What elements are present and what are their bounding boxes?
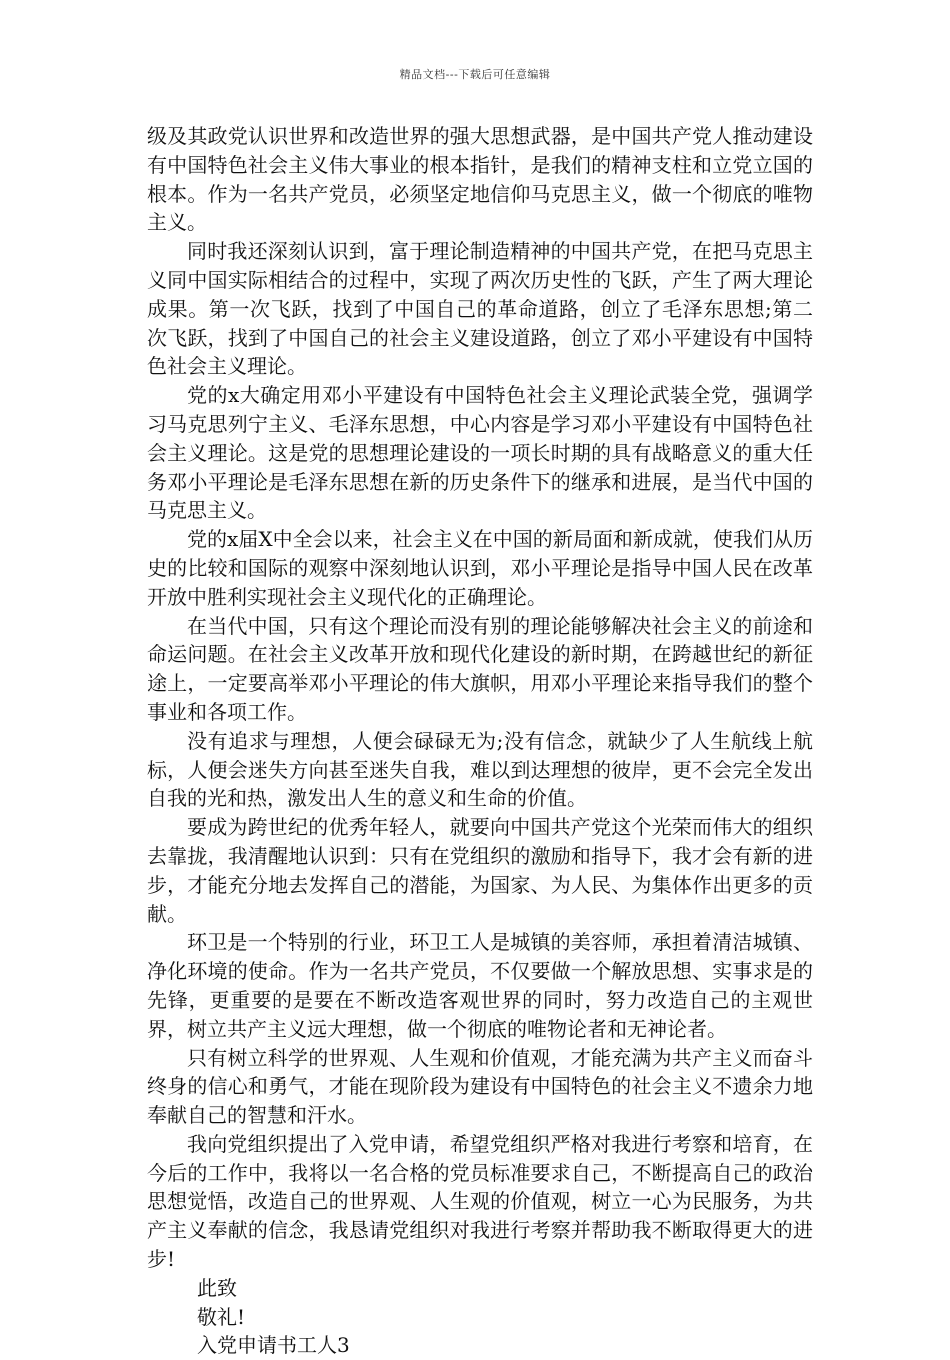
closing-salutation: 此致 [197, 1275, 237, 1300]
page-header: 精品文档---下载后可任意编辑 [399, 68, 551, 81]
body-paragraph: 级及其政党认识世界和改造世界的强大思想武器，是中国共产党人推动建设有中国特色社会主义伟大事业的根本指针，是我们的精神支柱和立党立国的根本。作为一名共产党员，必须坚定地信仰马克思主义，做一个彻底的唯物主义。 [147, 124, 813, 235]
body-paragraph: 只有树立科学的世界观、人生观和价值观，才能充满为共产主义而奋斗终身的信心和勇气，才能在现阶段为建设有中国特色的社会主义不遗余力地奉献自己的智慧和汗水。 [147, 1045, 813, 1128]
body-paragraph: 同时我还深刻认识到，富于理论制造精神的中国共产党，在把马克思主义同中国实际相结合的过程中，实现了两次历史性的飞跃，产生了两大理论成果。第一次飞跃，找到了中国自己的革命道路，创立了毛泽东思想;第二次飞跃，找到了中国自己的社会主义建设道路，创立了邓小平建设有中国特色社会主义理论。 [147, 239, 813, 379]
body-paragraph: 我向党组织提出了入党申请，希望党组织严格对我进行考察和培育，在今后的工作中，我将以一名合格的党员标准要求自己，不断提高自己的政治思想觉悟，改造自己的世界观、人生观的价值观，树立一心为民服务，为共产主义奉献的信念，我恳请党组织对我进行考察并帮助我不断取得更大的进步! [147, 1131, 813, 1272]
body-paragraph: 没有追求与理想，人便会碌碌无为;没有信念，就缺少了人生航线上航标，人便会迷失方向甚至迷失自我，难以到达理想的彼岸，更不会完全发出自我的光和热，激发出人生的意义和生命的价值。 [147, 728, 813, 811]
body-paragraph: 在当代中国，只有这个理论而没有别的理论能够解决社会主义的前途和命运问题。在社会主义改革开放和现代化建设的新时期，在跨越世纪的新征途上，一定要高举邓小平理论的伟大旗帜，用邓小平理论来指导我们的整个事业和各项工作。 [147, 613, 813, 724]
body-paragraph: 环卫是一个特别的行业，环卫工人是城镇的美容师，承担着清洁城镇、净化环境的使命。作为一名共产党员，不仅要做一个解放思想、实事求是的先锋，更重要的是要在不断改造客观世界的同时，努力改造自己的主观世界，树立共产主义远大理想，做一个彻底的唯物论者和无神论者。 [147, 930, 813, 1041]
body-paragraph: 党的x大确定用邓小平建设有中国特色社会主义理论武装全党，强调学习马克思列宁主义、毛泽东思想，中心内容是学习邓小平建设有中国特色社会主义理论。这是党的思想理论建设的一项长时期的具有战略意义的重大任务邓小平理论是毛泽东思想在新的历史条件下的继承和进展，是当代中国的马克思主义。 [147, 383, 813, 523]
next-section-title: 入党申请书工人3 [197, 1333, 350, 1358]
body-paragraph: 要成为跨世纪的优秀年轻人，就要向中国共产党这个光荣而伟大的组织去靠拢，我清醒地认识到：只有在党组织的激励和指导下，我才会有新的进步，才能充分地去发挥自己的潜能，为国家、为人民、为集体作出更多的贡献。 [147, 815, 813, 926]
closing-regards: 敬礼! [197, 1304, 246, 1329]
body-paragraph: 党的x届X中全会以来，社会主义在中国的新局面和新成就，使我们从历史的比较和国际的观察中深刻地认识到，邓小平理论是指导中国人民在改革开放中胜利实现社会主义现代化的正确理论。 [147, 527, 813, 609]
document-body [147, 122, 813, 1360]
